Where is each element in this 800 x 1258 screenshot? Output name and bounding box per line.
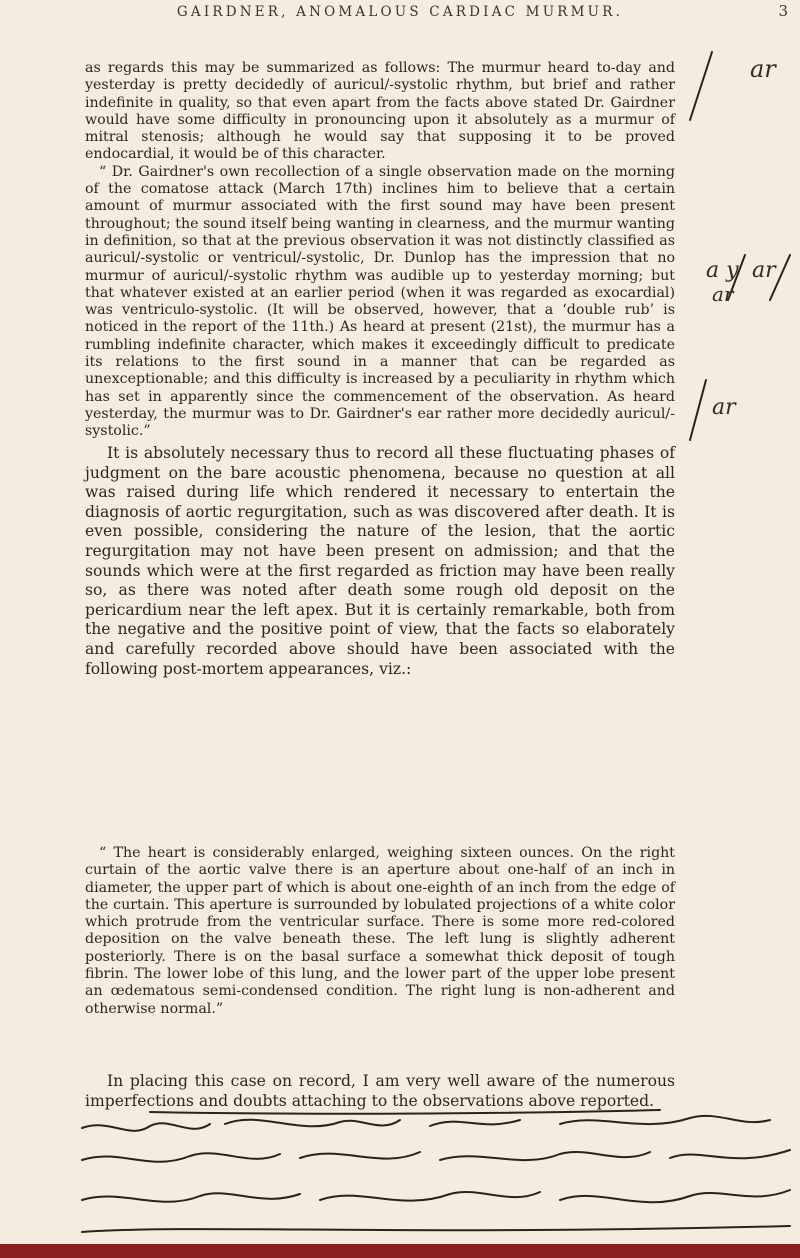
margin-annotation-1: ar	[750, 55, 776, 83]
closing-paragraph: In placing this case on record, I am very well aware of the numerous imperfections and doubts attaching to the observations above reported.	[85, 1072, 675, 1110]
running-head: GAIRDNER, ANOMALOUS CARDIAC MURMUR.	[176, 4, 624, 20]
quote-paragraph-1: as regards this may be summarized as follows: The murmur heard to-day and yesterday is pretty decidedly of auricul/-systolic rhythm, but brief and rather indefinite in quality, so that even apart from the facts above stated Dr. Gairdner would have some difficulty in pronouncing upon it absolutely as a murmur of mitral stenosis; although he would say that supposing it to be proved endocardial, it would be of this character.	[85, 60, 675, 163]
page-edge-strip	[0, 1244, 800, 1258]
margin-annotation-5: ar	[712, 395, 736, 420]
post-mortem-paragraph: “ The heart is considerably enlarged, weighing sixteen ounces. On the right curtain of the aortic valve there is an aperture about one-half of an inch in diameter, the upper part of which is about one-eighth of an inch from the edge of the curtain. This aperture is surrounded by lobulated projections of a white color which protrude from the ventricular surface. There is some more red-colored deposition on the valve beneath these. The left lung is slightly adherent posteriorly. There is on the basal surface a somewhat thick deposit of tough fibrin. The lower lobe of this lung, and the lower part of the upper lobe present an œdematous semi-condensed condition. The right lung is non-adherent and otherwise normal.”	[85, 845, 675, 1017]
quote-paragraph-2: “ Dr. Gairdner's own recollection of a single observation made on the morning of the comatose attack (March 17th) inclines him to believe that a certain amount of murmur associated with the first sound may have been present throughout; the sound itself being wanting in clearness, and the murmur wanting in definition, so that at the previous observation it was not distinctly classified as auricul/-systolic or ventricul/-systolic, Dr. Dunlop has the impression that no murmur of auricul/-systolic rhythm was audible up to yesterday morning; but that whatever existed at an earlier period (when it was regarded as exocardial) was ventriculo-systolic. (It will be observed, however, that a ‘double rub’ is noticed in the report of the 11th.) As heard at present (21st), the murmur has a rumbling indefinite character, which makes it exceedingly difficult to predicate its relations to the first sound in a manner that can be regarded as unexceptionable; and this difficulty is increased by a peculiarity in rhythm which has set in apparently since the commencement of the observation. As heard yesterday, the murmur was to Dr. Gairdner's ear rather more decidedly auricul/-systolic.”	[85, 163, 675, 440]
margin-annotation-3: ar	[752, 258, 776, 283]
margin-annotation-4: ar	[712, 282, 734, 306]
margin-annotation-2: a y	[706, 258, 739, 283]
page-number: 3	[778, 2, 788, 20]
body-paragraph: It is absolutely necessary thus to record all these fluctuating phases of judgment on the bare acoustic phenomena, because no question at all was raised during life which rendered it necessary to entertain the diagnosis of aortic regurgitation, such as was discovered after death. It is even possible, considering the nature of the lesion, that the aortic regurgitation may not have been present on admission; and that the sounds which were at the first regarded as friction may have been really so, as there was noted after death some rough old deposit on the pericardium near the left apex. But it is certainly remarkable, both from the negative and the positive point of view, that the facts so elaborately and carefully recorded above should have been associated with the following post-mortem appearances, viz.:	[85, 444, 675, 678]
